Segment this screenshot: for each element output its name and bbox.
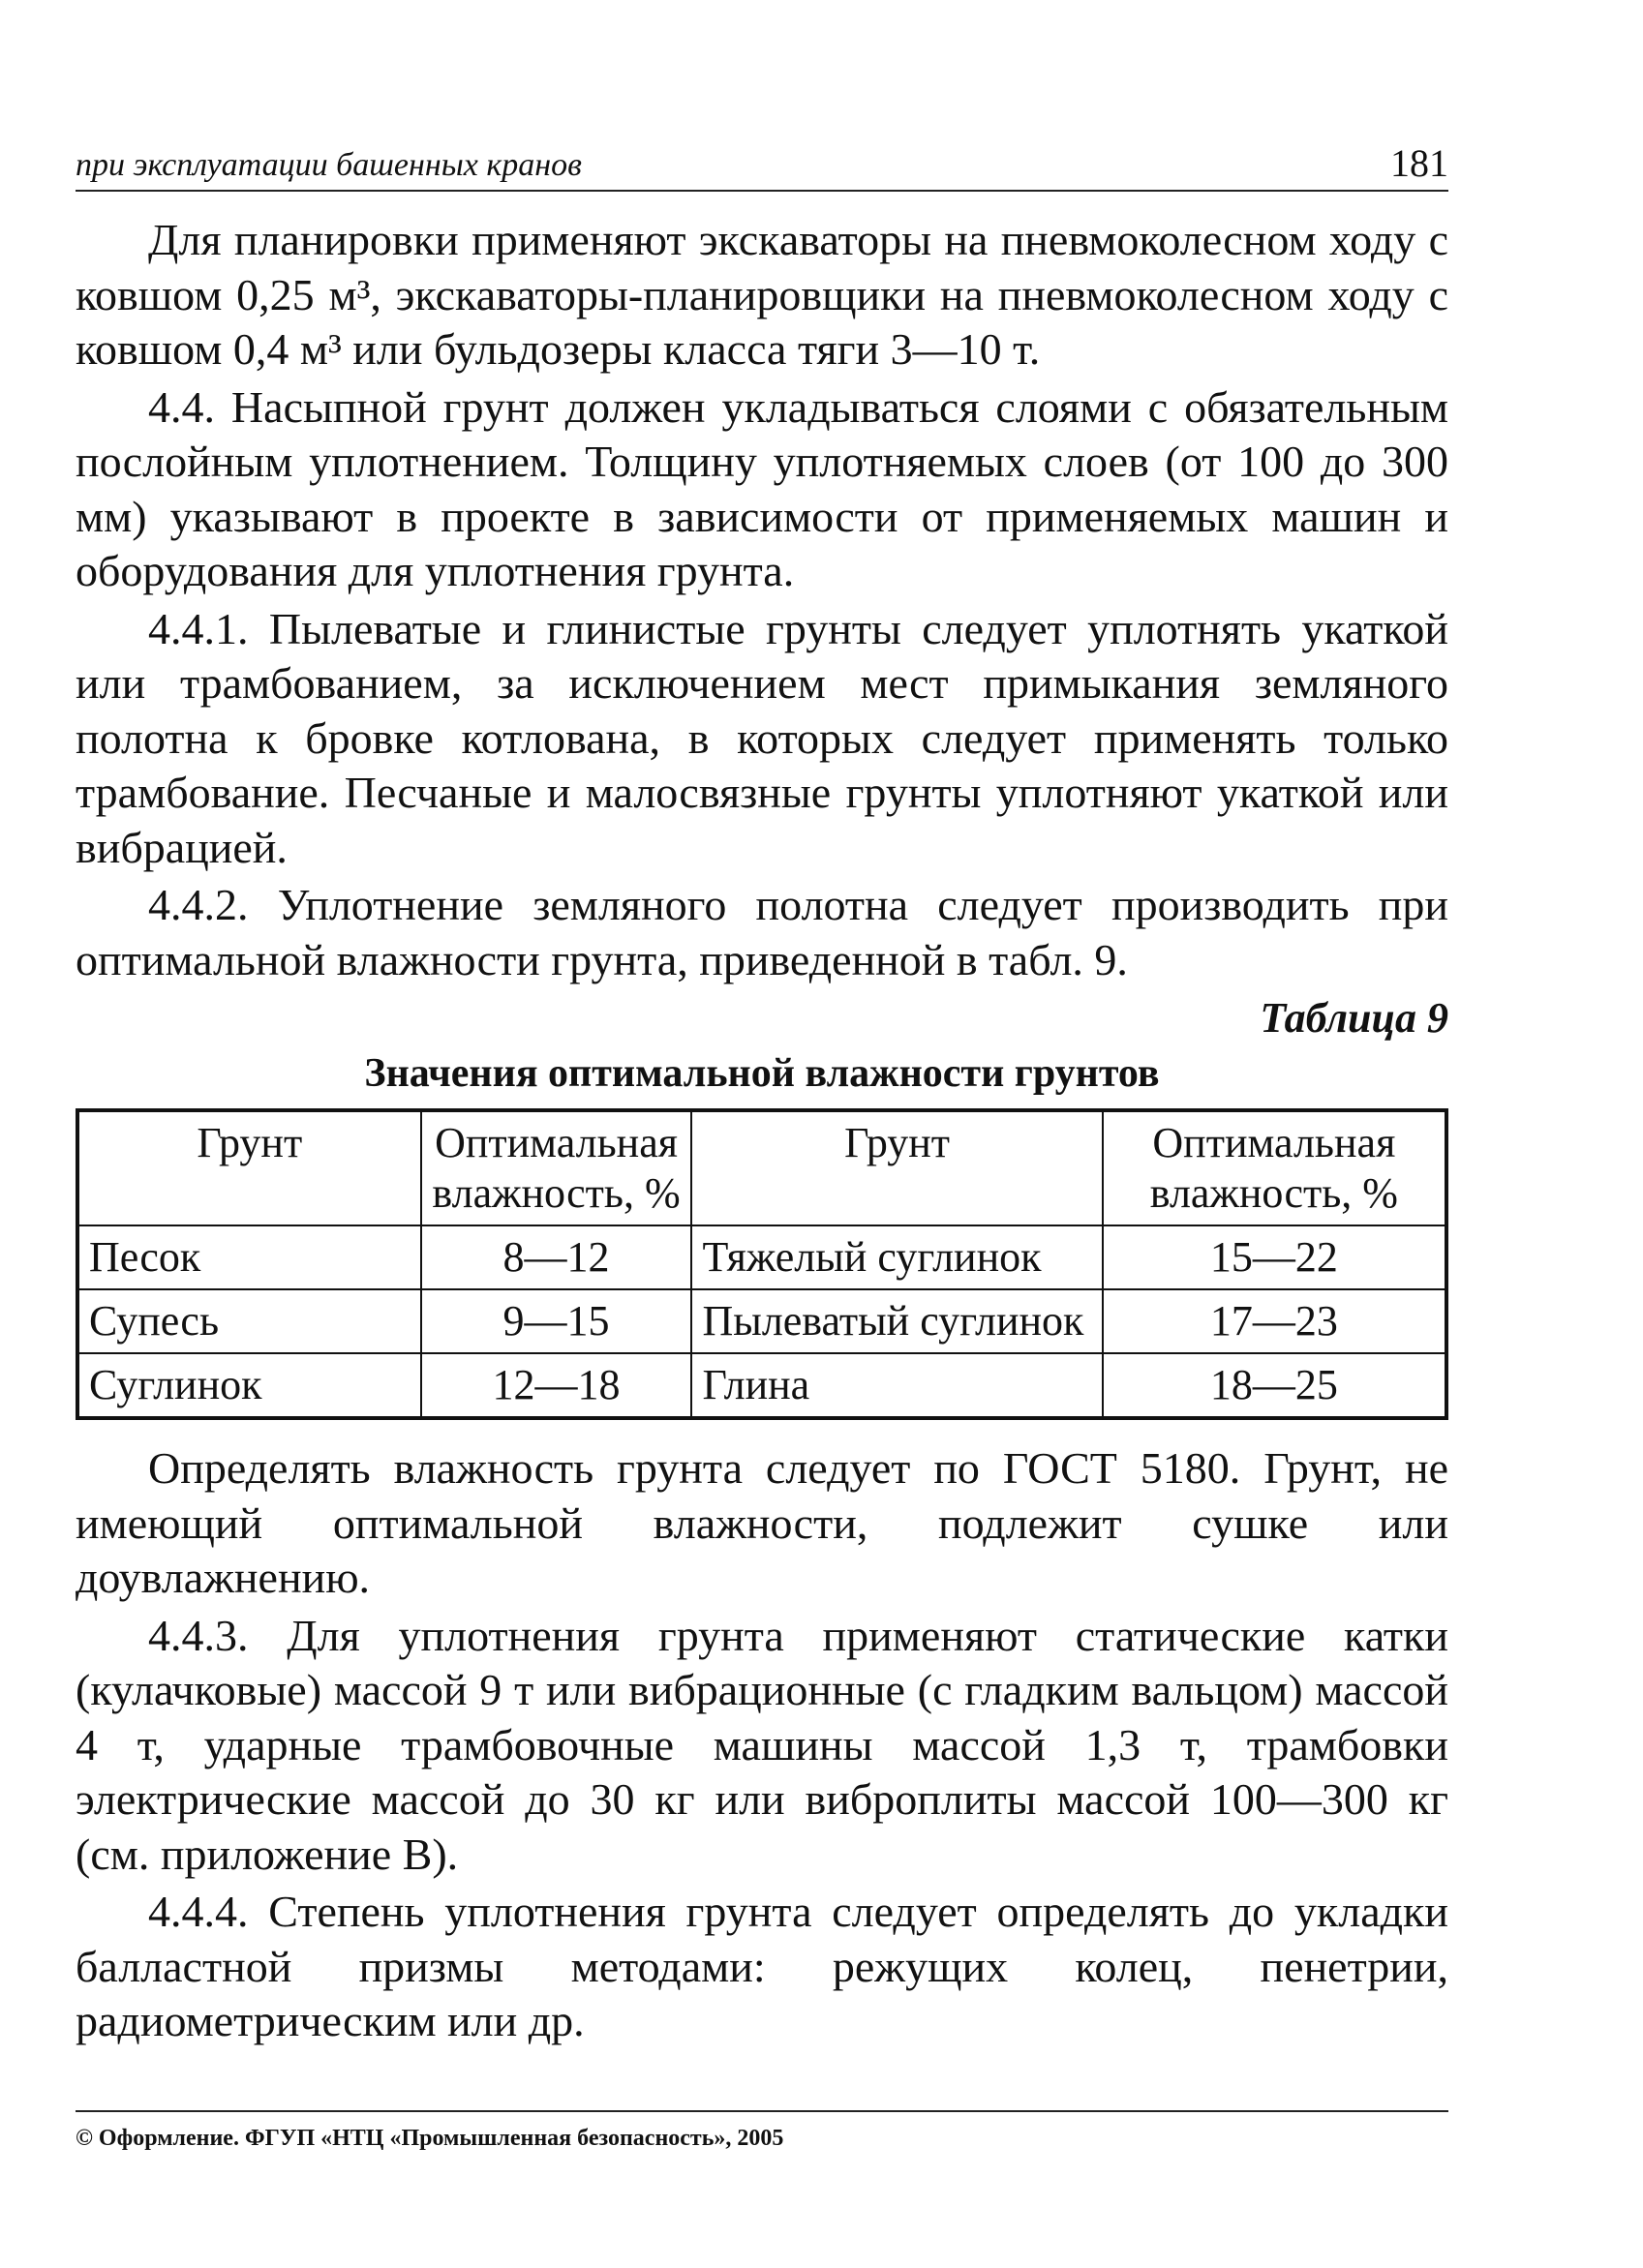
table-cell: 8—12 — [421, 1225, 692, 1289]
paragraph: 4.4.3. Для уплотнения грунта применяют статические катки (кулачковые) массой 9 т или вибрационные (с гладким вальцом) массой 4 т, ударные трамбовочные машины массой 1,3 т, трамбовки электрические массой до 30 кг или виброплиты массой 100—300 кг (см. приложение В). — [76, 1610, 1448, 1879]
column-header-moisture: Оптимальная влажность, % — [421, 1110, 692, 1225]
body-text — [76, 213, 1448, 2052]
column-header-soil: Грунт — [77, 1110, 421, 1225]
paragraph: Определять влажность грунта следует по ГОСТ 5180. Грунт, не имеющий оптимальной влажности, подлежит сушке или доувлажнению. — [76, 1443, 1448, 1602]
running-title: при эксплуатации башенных кранов — [76, 147, 582, 183]
table-cell: Тяжелый суглинок — [691, 1225, 1102, 1289]
table-row — [77, 1225, 1446, 1289]
table-cell: Глина — [691, 1353, 1102, 1418]
paragraph: 4.4.4. Степень уплотнения грунта следует определять до укладки балластной призмы методами: режущих колец, пенетрии, радиометрическим или др. — [76, 1887, 1448, 2045]
paragraph: 4.4.1. Пылеватые и глинистые грунты следует уплотнять укаткой или трамбованием, за исключением мест примыкания земляного полотна к бровке котлована, в которых следует применять только трамбование. Песчаные и малосвязные грунты уплотняют укаткой или вибрацией. — [76, 603, 1448, 872]
table-cell: 18—25 — [1103, 1353, 1446, 1418]
table-cell: Суглинок — [77, 1353, 421, 1418]
table-row — [77, 1353, 1446, 1418]
footer-divider — [76, 2110, 1448, 2112]
column-header-moisture: Оптимальная влажность, % — [1103, 1110, 1446, 1225]
page-header — [76, 143, 1448, 192]
table-cell: 17—23 — [1103, 1289, 1446, 1353]
table-label: Таблица 9 — [1260, 994, 1448, 1042]
table-cell: Пылеватый суглинок — [691, 1289, 1102, 1353]
paragraph: Для планировки применяют экскаваторы на пневмоколесном ходу с ковшом 0,25 м³, экскаваторы-планировщики на пневмоколесном ходу с ковшом 0,4 м³ или бульдозеры класса тяги 3—10 т. — [76, 215, 1448, 374]
table-cell: 15—22 — [1103, 1225, 1446, 1289]
soil-moisture-table — [76, 1108, 1448, 1420]
table-header-row — [77, 1110, 1446, 1225]
table-title: Значения оптимальной влажности грунтов — [364, 1050, 1160, 1096]
copyright: © Оформление. ФГУП «НТЦ «Промышленная безопасность», 2005 — [76, 2126, 784, 2151]
table-cell: 9—15 — [421, 1289, 692, 1353]
column-header-soil: Грунт — [691, 1110, 1102, 1225]
paragraph: 4.4.2. Уплотнение земляного полотна следует производить при оптимальной влажности грунта, приведенной в табл. 9. — [76, 880, 1448, 984]
page-number: 181 — [1390, 141, 1448, 185]
table-cell: Песок — [77, 1225, 421, 1289]
paragraph: 4.4. Насыпной грунт должен укладываться слоями с обязательным послойным уплотнением. Толщину уплотняемых слоев (от 100 до 300 мм) указывают в проекте в зависимости от применяемых машин и оборудования для уплотнения грунта. — [76, 381, 1448, 595]
table-row — [77, 1289, 1446, 1353]
table-cell: Супесь — [77, 1289, 421, 1353]
table-cell: 12—18 — [421, 1353, 692, 1418]
